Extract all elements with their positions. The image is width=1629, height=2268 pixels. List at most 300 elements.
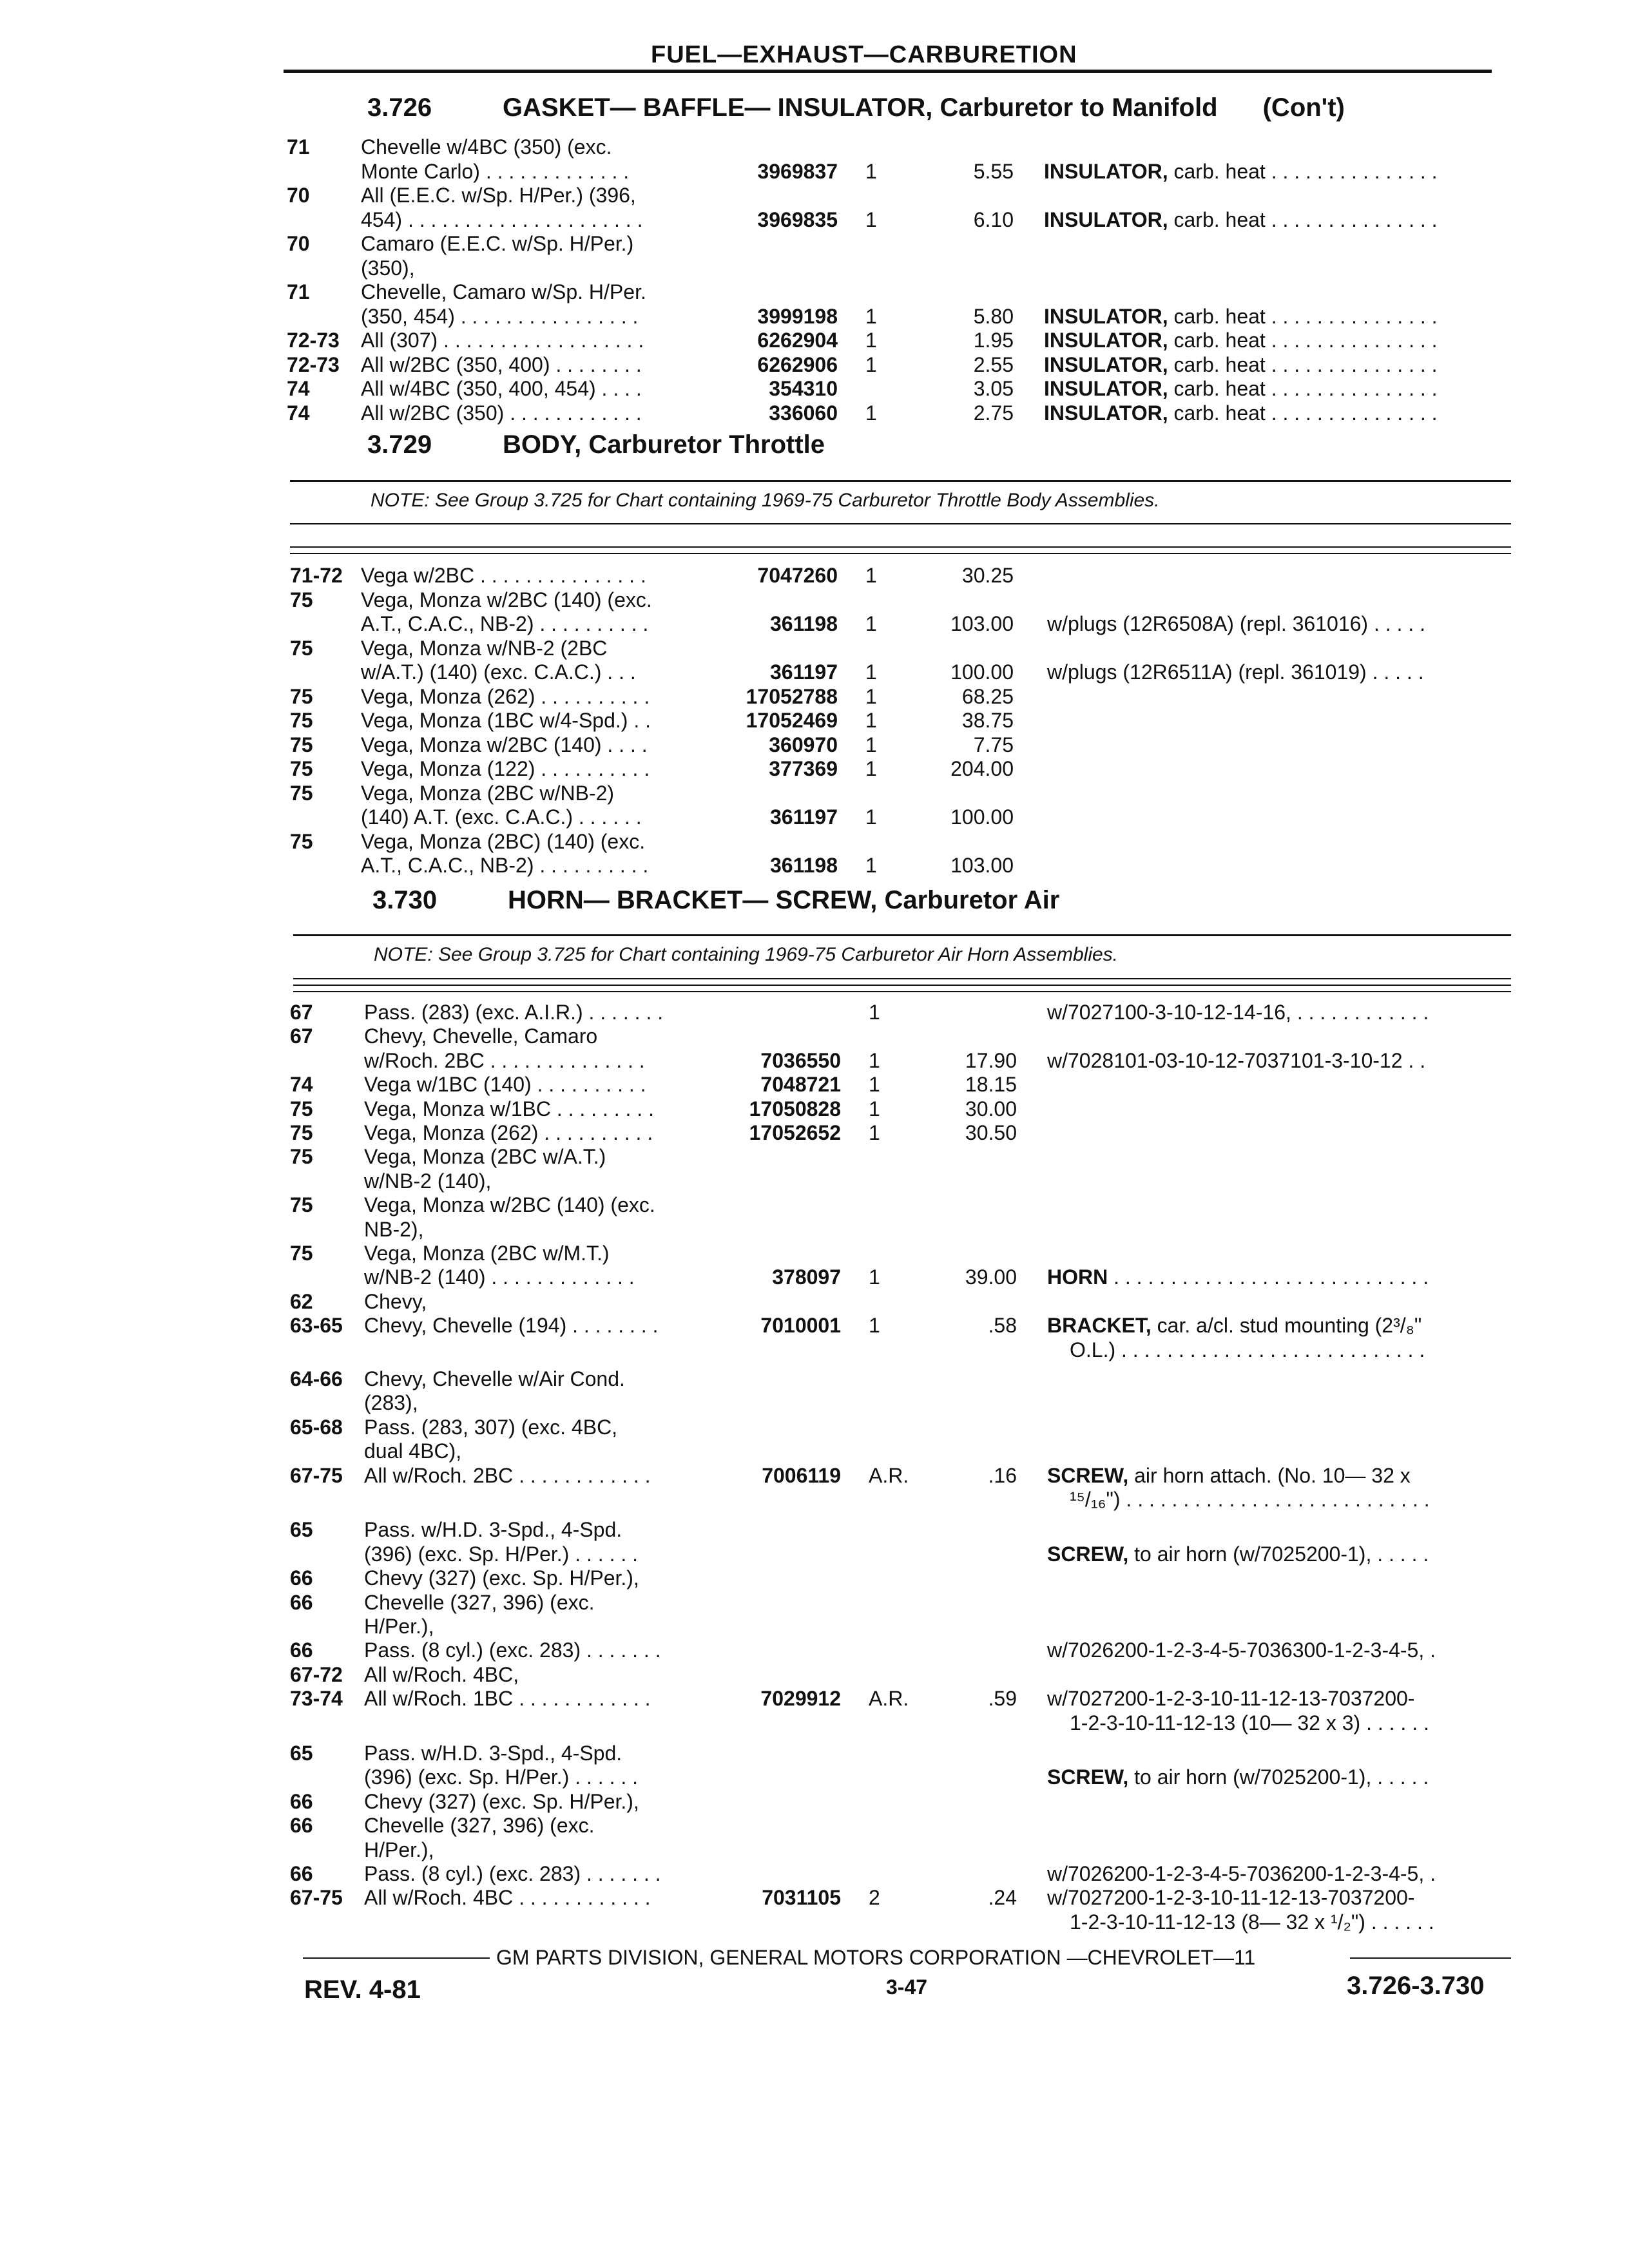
parts-row (0, 305, 1629, 328)
parts-row (0, 1242, 1629, 1265)
parts-row (0, 1097, 1629, 1120)
application: Chevy (327) (exc. Sp. H/Per.), (364, 1566, 639, 1590)
parts-row (0, 1566, 1629, 1590)
quantity: 1 (865, 805, 877, 829)
model-year: 70 (287, 184, 310, 207)
part-number: 336060 (769, 401, 838, 425)
application: (283), (364, 1391, 418, 1415)
remarks (1047, 1464, 1411, 1487)
parts-row (0, 377, 1629, 400)
quantity: 1 (869, 1314, 880, 1338)
application: Vega, Monza (262) . . . . . . . . . . (361, 684, 650, 708)
remarks (1047, 1765, 1429, 1789)
remark-text: . . . . . . . . . . . . . . . . . . . . . . . . . . . . (1108, 1265, 1429, 1289)
list-price: 100.00 (950, 660, 1014, 684)
model-year: 74 (287, 401, 310, 425)
part-number: 7010001 (760, 1314, 841, 1338)
application: Vega, Monza w/2BC (140) . . . . (361, 733, 648, 756)
section-title: BODY, Carburetor Throttle (503, 430, 825, 459)
remarks (1044, 160, 1438, 183)
model-year: 75 (290, 636, 313, 660)
remarks (1044, 329, 1438, 352)
application: Chevelle, Camaro w/Sp. H/Per. (361, 280, 646, 303)
model-year: 71 (287, 135, 310, 159)
application: All w/2BC (350, 400) . . . . . . . . (361, 352, 642, 376)
parts-row (0, 256, 1629, 280)
model-year: 71-72 (290, 564, 343, 587)
list-price: .58 (988, 1314, 1017, 1338)
quantity: A.R. (869, 1463, 909, 1487)
quantity: 1 (869, 1097, 880, 1120)
parts-row (0, 353, 1629, 376)
part-number: 7036550 (760, 1048, 841, 1072)
parts-row (0, 1073, 1629, 1096)
parts-row (0, 1790, 1629, 1813)
application: Chevy (327) (exc. Sp. H/Per.), (364, 1789, 639, 1813)
remarks (1070, 1488, 1430, 1511)
list-price: 39.00 (965, 1265, 1017, 1289)
parts-row (0, 782, 1629, 805)
application: Vega, Monza (122) . . . . . . . . . . (361, 757, 650, 780)
part-name: INSULATOR, (1044, 352, 1168, 376)
section-continued: (Con't) (1262, 93, 1345, 122)
application: Vega, Monza (2BC w/NB-2) (361, 781, 615, 805)
quantity: 1 (865, 329, 877, 352)
application: Chevelle (327, 396) (exc. (364, 1590, 595, 1614)
application: All w/Roch. 4BC . . . . . . . . . . . . (364, 1886, 651, 1910)
application: Pass. (8 cyl.) (exc. 283) . . . . . . . (364, 1639, 661, 1662)
parts-row (0, 1910, 1629, 1934)
quantity: A.R. (869, 1687, 909, 1711)
parts-row (0, 1367, 1629, 1390)
remarks (1044, 208, 1438, 231)
part-number: 6262906 (757, 352, 838, 376)
parts-row (0, 805, 1629, 829)
section-number: 3.730 (372, 886, 438, 914)
parts-row (0, 854, 1629, 877)
application: Chevelle w/4BC (350) (exc. (361, 135, 612, 159)
parts-row (0, 1488, 1629, 1511)
parts-row (0, 1439, 1629, 1463)
parts-row (0, 1265, 1629, 1289)
part-number: 7047260 (757, 564, 838, 587)
model-year: 74 (290, 1073, 313, 1097)
remark-text: car. a/cl. stud mounting (2³/₈" (1151, 1314, 1422, 1338)
quantity: 1 (865, 564, 877, 587)
model-year: 75 (290, 1145, 313, 1169)
remarks (1047, 1049, 1425, 1072)
parts-row (0, 1290, 1629, 1313)
application: All w/Roch. 4BC, (364, 1662, 519, 1686)
parts-row (0, 1663, 1629, 1686)
application: Chevy, (364, 1289, 427, 1313)
application: Chevy, Chevelle, Camaro (364, 1024, 598, 1048)
parts-row (0, 1145, 1629, 1168)
parts-row (0, 685, 1629, 708)
model-year: 66 (290, 1814, 313, 1838)
parts-row (0, 1542, 1629, 1566)
application: (140) A.T. (exc. C.A.C.) . . . . . . (361, 805, 642, 829)
part-name: INSULATOR, (1044, 159, 1168, 183)
application: w/Roch. 2BC . . . . . . . . . . . . . . (364, 1048, 645, 1072)
part-name: SCREW, (1047, 1542, 1129, 1566)
part-name: BRACKET, (1047, 1314, 1152, 1338)
parts-row (0, 709, 1629, 732)
parts-row (0, 1121, 1629, 1144)
model-year: 66 (290, 1639, 313, 1662)
part-name: SCREW, (1047, 1463, 1129, 1487)
remarks (1044, 401, 1438, 425)
remark-text: w/7027200-1-2-3-10-11-12-13-7037200- (1047, 1687, 1415, 1711)
section-number: 3.729 (367, 430, 432, 459)
model-year: 67-72 (290, 1662, 343, 1686)
list-price: 3.05 (973, 377, 1014, 400)
parts-row (0, 1338, 1629, 1361)
remark-text: w/7027200-1-2-3-10-11-12-13-7037200- (1047, 1886, 1415, 1910)
model-year: 75 (290, 709, 313, 732)
application: All w/4BC (350, 400, 454) . . . . (361, 377, 642, 400)
list-price: 100.00 (950, 805, 1014, 829)
model-year: 75 (290, 1242, 313, 1265)
model-year: 67-75 (290, 1886, 343, 1910)
application: Chevy, Chevelle (194) . . . . . . . . (364, 1314, 659, 1338)
remark-text: to air horn (w/7025200-1), . . . . . (1128, 1542, 1429, 1566)
parts-row (0, 564, 1629, 587)
list-price: 30.50 (965, 1121, 1017, 1144)
application: dual 4BC), (364, 1439, 462, 1463)
part-number: 361198 (769, 854, 838, 877)
footer-page-number: 3-47 (886, 1975, 928, 1999)
parts-row (0, 588, 1629, 611)
remarks (1070, 1338, 1425, 1361)
list-price: 30.00 (965, 1097, 1017, 1120)
quantity: 1 (865, 660, 877, 684)
remark-text: carb. heat . . . . . . . . . . . . . . . (1168, 304, 1438, 328)
parts-row (0, 1193, 1629, 1216)
footer-revision: REV. 4-81 (304, 1975, 421, 2004)
rule (293, 934, 1511, 936)
part-number: 7029912 (760, 1687, 841, 1711)
parts-row (0, 1314, 1629, 1337)
remark-text: air horn attach. (No. 10— 32 x (1128, 1463, 1411, 1487)
model-year: 74 (287, 377, 310, 400)
part-number: 17052652 (749, 1121, 841, 1144)
rule (293, 985, 1511, 986)
part-number: 354310 (769, 377, 838, 400)
application: Pass. (283) (exc. A.I.R.) . . . . . . . (364, 1001, 664, 1024)
part-number: 17052469 (746, 709, 838, 732)
page-header-title: FUEL—EXHAUST—CARBURETION (651, 41, 1077, 68)
list-price: 6.10 (973, 207, 1014, 231)
model-year: 75 (290, 588, 313, 611)
list-price: 5.80 (973, 304, 1014, 328)
remarks (1047, 1314, 1422, 1337)
remark-text: carb. heat . . . . . . . . . . . . . . . (1168, 329, 1438, 352)
application: Vega, Monza w/2BC (140) (exc. (361, 588, 652, 611)
section-heading (367, 93, 1345, 122)
quantity: 1 (869, 1121, 880, 1144)
model-year: 62 (290, 1289, 313, 1313)
application: Vega, Monza (262) . . . . . . . . . . (364, 1121, 653, 1144)
parts-row (0, 1049, 1629, 1072)
list-price: .59 (988, 1687, 1017, 1711)
model-year: 75 (290, 829, 313, 853)
part-number: 3969837 (757, 159, 838, 183)
remark-text: w/7027100-3-10-12-14-16, . . . . . . . . . . . . (1047, 1001, 1429, 1024)
remarks (1047, 1886, 1414, 1909)
application: Pass. w/H.D. 3-Spd., 4-Spd. (364, 1518, 622, 1542)
parts-row (0, 1711, 1629, 1735)
rule (293, 978, 1511, 979)
remark-text: w/plugs (12R6508A) (repl. 361016) . . . . . (1047, 612, 1425, 635)
parts-row (0, 637, 1629, 660)
remark-text: w/7026200-1-2-3-4-5-7036300-1-2-3-4-5, . (1047, 1639, 1436, 1662)
quantity: 1 (865, 709, 877, 732)
parts-row (0, 280, 1629, 303)
parts-row (0, 329, 1629, 352)
list-price: .16 (988, 1463, 1017, 1487)
application: All w/2BC (350) . . . . . . . . . . . . (361, 401, 642, 425)
list-price: 2.55 (973, 352, 1014, 376)
rule (293, 991, 1511, 992)
parts-row (0, 1391, 1629, 1414)
remarks (1047, 1001, 1429, 1024)
rule (290, 546, 1511, 548)
application: Pass. w/H.D. 3-Spd., 4-Spd. (364, 1742, 622, 1765)
parts-row (0, 612, 1629, 635)
list-price: 5.55 (973, 159, 1014, 183)
application: Monte Carlo) . . . . . . . . . . . . . (361, 159, 630, 183)
remark-text: carb. heat . . . . . . . . . . . . . . . (1168, 159, 1438, 183)
parts-row (0, 830, 1629, 853)
remarks (1047, 1862, 1436, 1885)
part-name: HORN (1047, 1265, 1108, 1289)
part-name: INSULATOR, (1044, 207, 1168, 231)
quantity: 1 (865, 352, 877, 376)
section-title: GASKET— BAFFLE— INSULATOR, Carburetor to Manifold (503, 93, 1218, 122)
part-number: 7031105 (762, 1886, 841, 1910)
remarks (1070, 1711, 1429, 1735)
footer-section-range: 3.726-3.730 (1347, 1972, 1485, 2000)
quantity: 1 (865, 612, 877, 635)
remarks (1044, 353, 1438, 376)
model-year: 71 (287, 280, 310, 303)
remark-text: to air horn (w/7025200-1), . . . . . (1128, 1765, 1429, 1789)
parts-row (0, 1639, 1629, 1662)
part-number: 17050828 (749, 1097, 841, 1120)
remark-text: w/7028101-03-10-12-7037101-3-10-12 . . (1047, 1048, 1426, 1072)
application: w/NB-2 (140) . . . . . . . . . . . . . (364, 1265, 635, 1289)
model-year: 72-73 (287, 329, 340, 352)
part-number: 17052788 (746, 684, 838, 708)
list-price: 204.00 (950, 757, 1014, 780)
remark-text: w/plugs (12R6511A) (repl. 361019) . . . . . (1047, 660, 1424, 684)
parts-row (0, 1615, 1629, 1638)
application: H/Per.), (364, 1615, 434, 1638)
part-name: INSULATOR, (1044, 401, 1168, 425)
parts-row (0, 1464, 1629, 1487)
model-year: 65 (290, 1742, 313, 1765)
section-title: HORN— BRACKET— SCREW, Carburetor Air (508, 886, 1060, 914)
parts-row (0, 135, 1629, 159)
section-number: 3.726 (367, 93, 432, 122)
section-note: NOTE: See Group 3.725 for Chart containing 1969-75 Carburetor Air Horn Assemblies. (374, 944, 1118, 965)
parts-row (0, 1886, 1629, 1909)
model-year: 65-68 (290, 1415, 343, 1439)
part-name: SCREW, (1047, 1765, 1129, 1789)
model-year: 75 (290, 1097, 313, 1120)
part-number: 378097 (772, 1265, 841, 1289)
model-year: 67-75 (290, 1463, 343, 1487)
part-name: INSULATOR, (1044, 329, 1168, 352)
list-price: 30.25 (961, 564, 1014, 587)
part-number: 361197 (769, 805, 838, 829)
parts-row (0, 1218, 1629, 1241)
application: Vega, Monza (2BC) (140) (exc. (361, 829, 646, 853)
model-year: 75 (290, 1121, 313, 1144)
application: Camaro (E.E.C. w/Sp. H/Per.) (361, 232, 634, 255)
quantity: 1 (869, 1265, 880, 1289)
model-year: 73-74 (290, 1687, 343, 1711)
part-number: 361197 (769, 660, 838, 684)
part-number: 377369 (769, 757, 838, 780)
model-year: 67 (290, 1001, 313, 1024)
remark-text: 1-2-3-10-11-12-13 (10— 32 x 3) . . . . . . (1070, 1711, 1429, 1735)
parts-row (0, 1518, 1629, 1541)
part-number: 3999198 (757, 304, 838, 328)
quantity: 1 (865, 757, 877, 780)
remarks (1047, 1639, 1436, 1662)
list-price: 103.00 (950, 612, 1014, 635)
parts-row (0, 184, 1629, 207)
parts-row (0, 1001, 1629, 1024)
application: All w/Roch. 2BC . . . . . . . . . . . . (364, 1463, 651, 1487)
parts-row (0, 1416, 1629, 1439)
remark-text: O.L.) . . . . . . . . . . . . . . . . . . . . . . . . . . . (1070, 1338, 1425, 1361)
remarks (1047, 612, 1425, 635)
parts-row (0, 160, 1629, 183)
parts-row (0, 733, 1629, 756)
application: All (307) . . . . . . . . . . . . . . . . . . (361, 329, 644, 352)
application: (350), (361, 256, 415, 280)
footer-publisher: GM PARTS DIVISION, GENERAL MOTORS CORPORATION —CHEVROLET—11 (496, 1946, 1256, 1969)
model-year: 75 (290, 757, 313, 780)
section-note: NOTE: See Group 3.725 for Chart containing 1969-75 Carburetor Throttle Body Assemblies. (371, 490, 1160, 511)
model-year: 67 (290, 1024, 313, 1048)
model-year: 66 (290, 1566, 313, 1590)
remark-text: w/7026200-1-2-3-4-5-7036200-1-2-3-4-5, . (1047, 1862, 1436, 1885)
model-year: 66 (290, 1862, 313, 1885)
application: Chevelle (327, 396) (exc. (364, 1814, 595, 1838)
remarks (1047, 660, 1424, 684)
rule (290, 480, 1511, 482)
remark-text: carb. heat . . . . . . . . . . . . . . . (1168, 352, 1438, 376)
list-price: 1.95 (973, 329, 1014, 352)
part-number: 6262904 (757, 329, 838, 352)
quantity: 1 (869, 1001, 880, 1024)
remark-text: 1-2-3-10-11-12-13 (8— 32 x ¹/₂") . . . . . . (1070, 1910, 1434, 1934)
application: A.T., C.A.C., NB-2) . . . . . . . . . . (361, 854, 649, 877)
application: All (E.E.C. w/Sp. H/Per.) (396, (361, 184, 636, 207)
application: Vega, Monza (2BC w/M.T.) (364, 1242, 610, 1265)
quantity: 1 (865, 684, 877, 708)
model-year: 70 (287, 232, 310, 255)
quantity: 2 (869, 1886, 880, 1910)
model-year: 66 (290, 1789, 313, 1813)
parts-row (0, 1169, 1629, 1193)
list-price: 38.75 (961, 709, 1014, 732)
remarks (1070, 1910, 1434, 1934)
list-price: 17.90 (965, 1048, 1017, 1072)
footer-rule-right (1350, 1957, 1511, 1959)
remarks (1044, 377, 1438, 400)
footer-rule-left (303, 1957, 490, 1959)
application: A.T., C.A.C., NB-2) . . . . . . . . . . (361, 612, 649, 635)
remarks (1044, 305, 1438, 328)
application: H/Per.), (364, 1838, 434, 1861)
parts-row (0, 232, 1629, 255)
list-price: 68.25 (961, 684, 1014, 708)
parts-row (0, 660, 1629, 684)
parts-row (0, 1838, 1629, 1861)
list-price: 18.15 (965, 1073, 1017, 1097)
quantity: 1 (869, 1048, 880, 1072)
application: Vega w/2BC . . . . . . . . . . . . . . . (361, 564, 646, 587)
parts-row (0, 757, 1629, 780)
model-year: 65 (290, 1518, 313, 1542)
application: (396) (exc. Sp. H/Per.) . . . . . . (364, 1765, 639, 1789)
quantity: 1 (865, 854, 877, 877)
parts-row (0, 1814, 1629, 1837)
application: Chevy, Chevelle w/Air Cond. (364, 1367, 625, 1390)
remarks (1047, 1542, 1429, 1566)
list-price: 7.75 (973, 733, 1014, 756)
list-price: 2.75 (973, 401, 1014, 425)
part-number: 7006119 (762, 1463, 841, 1487)
header-rule (284, 70, 1492, 73)
part-number: 7048721 (760, 1073, 841, 1097)
application: w/NB-2 (140), (364, 1169, 492, 1193)
list-price: 103.00 (950, 854, 1014, 877)
application: Pass. (8 cyl.) (exc. 283) . . . . . . . (364, 1862, 661, 1885)
application: Vega, Monza w/1BC . . . . . . . . . (364, 1097, 654, 1120)
model-year: 72-73 (287, 352, 340, 376)
part-number: 3969835 (757, 207, 838, 231)
application: w/A.T.) (140) (exc. C.A.C.) . . . (361, 660, 636, 684)
remark-text: ¹⁵/₁₆") . . . . . . . . . . . . . . . . . . . . . . . . . . . (1070, 1488, 1430, 1511)
model-year: 64-66 (290, 1367, 343, 1390)
application: All w/Roch. 1BC . . . . . . . . . . . . (364, 1687, 651, 1711)
parts-row (0, 1742, 1629, 1765)
application: 454) . . . . . . . . . . . . . . . . . . . . . (361, 207, 643, 231)
application: NB-2), (364, 1217, 424, 1241)
model-year: 75 (290, 733, 313, 756)
application: (350, 454) . . . . . . . . . . . . . . . . (361, 304, 639, 328)
section-heading (372, 886, 1059, 915)
quantity: 1 (865, 207, 877, 231)
remark-text: carb. heat . . . . . . . . . . . . . . . (1168, 207, 1438, 231)
remark-text: carb. heat . . . . . . . . . . . . . . . (1168, 401, 1438, 425)
application: Vega, Monza w/NB-2 (2BC (361, 636, 608, 660)
application: Vega, Monza (1BC w/4-Spd.) . . (361, 709, 651, 732)
application: Vega, Monza w/2BC (140) (exc. (364, 1193, 655, 1217)
model-year: 63-65 (290, 1314, 343, 1338)
remark-text: carb. heat . . . . . . . . . . . . . . . (1168, 377, 1438, 400)
part-name: INSULATOR, (1044, 304, 1168, 328)
quantity: 1 (865, 159, 877, 183)
parts-row (0, 1024, 1629, 1048)
quantity: 1 (865, 733, 877, 756)
